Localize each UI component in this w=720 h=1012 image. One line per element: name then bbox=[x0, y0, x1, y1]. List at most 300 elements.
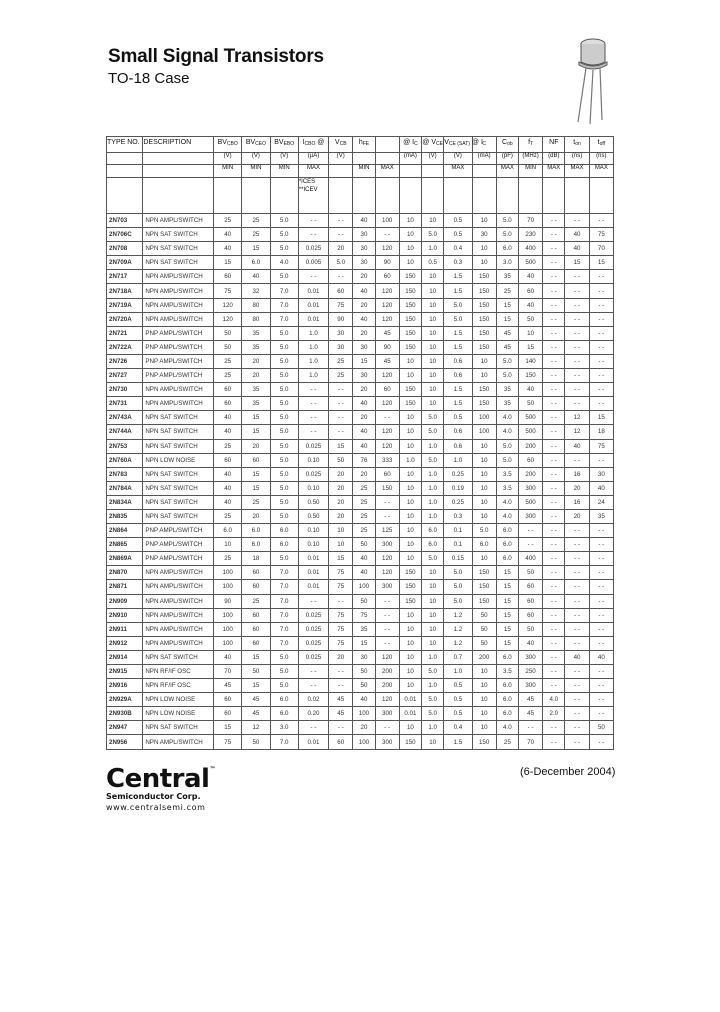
value-cell: - - bbox=[329, 679, 353, 693]
value-cell: - - bbox=[565, 298, 589, 312]
value-cell: 45 bbox=[496, 326, 518, 340]
value-cell: - - bbox=[589, 397, 613, 411]
value-cell: 5.0 bbox=[496, 354, 518, 368]
value-cell: 6.0 bbox=[422, 538, 444, 552]
value-cell: 0.10 bbox=[298, 453, 328, 467]
value-cell: 300 bbox=[375, 707, 399, 721]
value-cell: 120 bbox=[375, 242, 399, 256]
value-cell: 40 bbox=[214, 481, 242, 495]
value-cell: 75 bbox=[214, 735, 242, 749]
value-cell: 5.0 bbox=[444, 580, 472, 594]
type-number-cell: 2N929A bbox=[107, 693, 143, 707]
value-cell: 150 bbox=[399, 580, 421, 594]
value-cell: 35 bbox=[242, 340, 270, 354]
type-number-cell: 2N871 bbox=[107, 580, 143, 594]
value-cell: 1.0 bbox=[298, 340, 328, 354]
table-row bbox=[107, 439, 614, 453]
limit-cell: MIN bbox=[242, 165, 270, 178]
value-cell: - - bbox=[565, 552, 589, 566]
value-cell: 10 bbox=[399, 622, 421, 636]
value-cell: 60 bbox=[242, 566, 270, 580]
value-cell: 15 bbox=[242, 425, 270, 439]
value-cell: 20 bbox=[353, 270, 375, 284]
value-cell: 40 bbox=[214, 411, 242, 425]
value-cell: 20 bbox=[329, 650, 353, 664]
type-number-cell: 2N783 bbox=[107, 467, 143, 481]
value-cell: 30 bbox=[329, 326, 353, 340]
column-header: $I_{CBO}$ @ bbox=[298, 137, 328, 153]
value-cell: - - bbox=[329, 397, 353, 411]
value-cell: 25 bbox=[214, 552, 242, 566]
value-cell: 15 bbox=[242, 481, 270, 495]
value-cell: 60 bbox=[214, 270, 242, 284]
value-cell: 1.0 bbox=[444, 665, 472, 679]
unit-cell: (ns) bbox=[565, 153, 589, 165]
description-cell: NPN AMPL/SWITCH bbox=[143, 566, 214, 580]
value-cell: 150 bbox=[399, 298, 421, 312]
note-cell bbox=[565, 178, 589, 214]
value-cell: 300 bbox=[518, 650, 542, 664]
value-cell: 10 bbox=[399, 425, 421, 439]
value-cell: 150 bbox=[375, 481, 399, 495]
value-cell: 40 bbox=[518, 383, 542, 397]
value-cell: 25 bbox=[496, 284, 518, 298]
value-cell: 10 bbox=[399, 214, 421, 228]
value-cell: - - bbox=[589, 679, 613, 693]
value-cell: 120 bbox=[375, 397, 399, 411]
table-row bbox=[107, 594, 614, 608]
value-cell: 10 bbox=[422, 298, 444, 312]
to18-transistor-icon bbox=[568, 36, 618, 126]
value-cell: 5.0 bbox=[422, 707, 444, 721]
type-number-cell: 2N869A bbox=[107, 552, 143, 566]
value-cell: 50 bbox=[353, 538, 375, 552]
value-cell: - - bbox=[375, 608, 399, 622]
central-logo bbox=[106, 757, 215, 814]
value-cell: 75 bbox=[329, 580, 353, 594]
value-cell: 500 bbox=[518, 411, 542, 425]
page-subtitle: TO-18 Case bbox=[108, 70, 190, 87]
value-cell: 6.0 bbox=[242, 256, 270, 270]
column-header: @ $I_C$ bbox=[399, 137, 421, 153]
value-cell: - - bbox=[543, 411, 565, 425]
value-cell: 100 bbox=[214, 608, 242, 622]
unit-cell: (mA) bbox=[472, 153, 496, 165]
value-cell: - - bbox=[543, 594, 565, 608]
value-cell: - - bbox=[329, 721, 353, 735]
value-cell: 300 bbox=[518, 509, 542, 523]
value-cell: 10 bbox=[422, 354, 444, 368]
value-cell: 12 bbox=[242, 721, 270, 735]
value-cell: 15 bbox=[329, 439, 353, 453]
value-cell: 7.0 bbox=[270, 622, 298, 636]
value-cell: 1.0 bbox=[422, 439, 444, 453]
value-cell: 40 bbox=[214, 650, 242, 664]
value-cell: 150 bbox=[399, 735, 421, 749]
value-cell: 10 bbox=[472, 453, 496, 467]
value-cell: - - bbox=[565, 524, 589, 538]
value-cell: 5.0 bbox=[270, 665, 298, 679]
column-header: $V_{CE (SAT)}$ @ I bbox=[444, 137, 472, 153]
table-row bbox=[107, 214, 614, 228]
value-cell: 4.0 bbox=[496, 495, 518, 509]
value-cell: 60 bbox=[518, 580, 542, 594]
type-number-cell: 2N914 bbox=[107, 650, 143, 664]
value-cell: 150 bbox=[518, 369, 542, 383]
value-cell: 10 bbox=[422, 608, 444, 622]
value-cell: - - bbox=[565, 580, 589, 594]
value-cell: 150 bbox=[472, 580, 496, 594]
value-cell: 1.0 bbox=[422, 650, 444, 664]
value-cell: 200 bbox=[518, 467, 542, 481]
value-cell: - - bbox=[543, 495, 565, 509]
type-number-cell: 2N947 bbox=[107, 721, 143, 735]
value-cell: 50 bbox=[242, 665, 270, 679]
value-cell: 35 bbox=[353, 622, 375, 636]
value-cell: 10 bbox=[472, 354, 496, 368]
value-cell: 25 bbox=[214, 509, 242, 523]
value-cell: - - bbox=[375, 594, 399, 608]
value-cell: - - bbox=[298, 665, 328, 679]
value-cell: - - bbox=[565, 608, 589, 622]
value-cell: 1.2 bbox=[444, 636, 472, 650]
value-cell: 25 bbox=[214, 214, 242, 228]
value-cell: - - bbox=[298, 425, 328, 439]
value-cell: 0.6 bbox=[444, 425, 472, 439]
value-cell: 0.025 bbox=[298, 622, 328, 636]
table-row bbox=[107, 650, 614, 664]
value-cell: 30 bbox=[589, 467, 613, 481]
value-cell: 12 bbox=[565, 411, 589, 425]
value-cell: 40 bbox=[214, 495, 242, 509]
value-cell: 150 bbox=[472, 270, 496, 284]
value-cell: 150 bbox=[399, 594, 421, 608]
value-cell: 50 bbox=[214, 326, 242, 340]
table-row bbox=[107, 679, 614, 693]
value-cell: - - bbox=[518, 721, 542, 735]
value-cell: 20 bbox=[242, 509, 270, 523]
value-cell: 15 bbox=[496, 594, 518, 608]
column-header: C bbox=[472, 137, 496, 153]
value-cell: - - bbox=[589, 538, 613, 552]
value-cell: 15 bbox=[242, 411, 270, 425]
unit-cell bbox=[107, 153, 143, 165]
value-cell: 10 bbox=[399, 524, 421, 538]
limit-cell: MAX bbox=[543, 165, 565, 178]
description-cell: NPN LOW NOISE bbox=[143, 453, 214, 467]
value-cell: 5.0 bbox=[444, 298, 472, 312]
value-cell: 40 bbox=[589, 481, 613, 495]
value-cell: 10 bbox=[472, 707, 496, 721]
value-cell: 120 bbox=[375, 650, 399, 664]
value-cell: 5.0 bbox=[270, 425, 298, 439]
value-cell: - - bbox=[589, 707, 613, 721]
table-row bbox=[107, 383, 614, 397]
value-cell: 5.0 bbox=[270, 326, 298, 340]
table-row bbox=[107, 481, 614, 495]
value-cell: - - bbox=[565, 383, 589, 397]
value-cell: 400 bbox=[518, 242, 542, 256]
value-cell: 0.4 bbox=[444, 721, 472, 735]
note-cell bbox=[422, 178, 444, 214]
value-cell: 5.0 bbox=[270, 354, 298, 368]
value-cell: 6.0 bbox=[422, 524, 444, 538]
value-cell: 120 bbox=[375, 552, 399, 566]
table-row bbox=[107, 509, 614, 523]
value-cell: 0.02 bbox=[298, 693, 328, 707]
value-cell: - - bbox=[565, 397, 589, 411]
value-cell: - - bbox=[329, 228, 353, 242]
value-cell: 16 bbox=[565, 467, 589, 481]
value-cell: 6.0 bbox=[270, 524, 298, 538]
type-number-cell: 2N706C bbox=[107, 228, 143, 242]
value-cell: 40 bbox=[214, 228, 242, 242]
value-cell: 20 bbox=[329, 242, 353, 256]
value-cell: - - bbox=[543, 298, 565, 312]
type-number-cell: 2N708 bbox=[107, 242, 143, 256]
value-cell: 30 bbox=[353, 650, 375, 664]
description-cell: NPN SAT SWITCH bbox=[143, 495, 214, 509]
value-cell: - - bbox=[298, 721, 328, 735]
value-cell: 75 bbox=[329, 298, 353, 312]
value-cell: 25 bbox=[496, 735, 518, 749]
value-cell: 40 bbox=[214, 242, 242, 256]
type-number-cell: 2N760A bbox=[107, 453, 143, 467]
value-cell: 50 bbox=[518, 397, 542, 411]
value-cell: - - bbox=[543, 270, 565, 284]
value-cell: - - bbox=[543, 312, 565, 326]
value-cell: 40 bbox=[353, 284, 375, 298]
value-cell: 75 bbox=[329, 622, 353, 636]
value-cell: 35 bbox=[242, 383, 270, 397]
value-cell: 100 bbox=[353, 735, 375, 749]
value-cell: 10 bbox=[422, 383, 444, 397]
value-cell: 10 bbox=[472, 481, 496, 495]
value-cell: 20 bbox=[329, 481, 353, 495]
value-cell: 40 bbox=[214, 467, 242, 481]
value-cell: 50 bbox=[518, 622, 542, 636]
limit-cell bbox=[422, 165, 444, 178]
value-cell: 120 bbox=[375, 369, 399, 383]
value-cell: - - bbox=[543, 721, 565, 735]
value-cell: 1.0 bbox=[422, 721, 444, 735]
value-cell: 10 bbox=[399, 481, 421, 495]
value-cell: 15 bbox=[496, 608, 518, 622]
value-cell: - - bbox=[543, 453, 565, 467]
description-cell: NPN AMPL/SWITCH bbox=[143, 622, 214, 636]
value-cell: - - bbox=[375, 721, 399, 735]
value-cell: 4.0 bbox=[496, 509, 518, 523]
value-cell: 150 bbox=[472, 340, 496, 354]
value-cell: 40 bbox=[353, 552, 375, 566]
limit-cell: MAX bbox=[565, 165, 589, 178]
value-cell: 60 bbox=[242, 608, 270, 622]
value-cell: 35 bbox=[589, 509, 613, 523]
value-cell: - - bbox=[589, 453, 613, 467]
value-cell: 30 bbox=[353, 369, 375, 383]
value-cell: 30 bbox=[353, 228, 375, 242]
value-cell: 5.0 bbox=[270, 509, 298, 523]
value-cell: 25 bbox=[353, 509, 375, 523]
value-cell: 10 bbox=[472, 665, 496, 679]
column-header: $BV_{EBO}$ bbox=[270, 137, 298, 153]
value-cell: - - bbox=[589, 566, 613, 580]
value-cell: 0.01 bbox=[298, 284, 328, 298]
value-cell: 60 bbox=[375, 383, 399, 397]
value-cell: - - bbox=[565, 453, 589, 467]
value-cell: 35 bbox=[242, 326, 270, 340]
value-cell: - - bbox=[543, 566, 565, 580]
note-cell bbox=[496, 178, 518, 214]
value-cell: 15 bbox=[565, 256, 589, 270]
type-number-cell: 2N726 bbox=[107, 354, 143, 368]
table-row bbox=[107, 256, 614, 270]
value-cell: 150 bbox=[472, 312, 496, 326]
value-cell: 10 bbox=[399, 242, 421, 256]
value-cell: 80 bbox=[242, 298, 270, 312]
type-number-cell: 2N930B bbox=[107, 707, 143, 721]
value-cell: 7.0 bbox=[270, 298, 298, 312]
column-header: $BV_{CBO}$ bbox=[214, 137, 242, 153]
value-cell: - - bbox=[589, 665, 613, 679]
table-row bbox=[107, 495, 614, 509]
type-number-cell: 2N744A bbox=[107, 425, 143, 439]
value-cell: 10 bbox=[399, 665, 421, 679]
value-cell: 60 bbox=[518, 608, 542, 622]
value-cell: 5.0 bbox=[496, 453, 518, 467]
value-cell: 25 bbox=[242, 214, 270, 228]
value-cell: 150 bbox=[399, 312, 421, 326]
value-cell: - - bbox=[298, 679, 328, 693]
value-cell: 1.5 bbox=[444, 383, 472, 397]
value-cell: 5.0 bbox=[329, 256, 353, 270]
value-cell: 40 bbox=[353, 397, 375, 411]
value-cell: 70 bbox=[518, 214, 542, 228]
value-cell: 25 bbox=[329, 369, 353, 383]
value-cell: 500 bbox=[518, 495, 542, 509]
value-cell: 10 bbox=[399, 509, 421, 523]
value-cell: 10 bbox=[422, 594, 444, 608]
value-cell: 35 bbox=[496, 270, 518, 284]
unit-cell: (mA) bbox=[399, 153, 421, 165]
transistor-spec-table bbox=[106, 136, 614, 750]
value-cell: 25 bbox=[353, 481, 375, 495]
limit-cell: MAX bbox=[496, 165, 518, 178]
value-cell: 20 bbox=[353, 383, 375, 397]
value-cell: - - bbox=[565, 354, 589, 368]
value-cell: 5.0 bbox=[270, 214, 298, 228]
notes-row bbox=[107, 178, 614, 214]
value-cell: 15 bbox=[242, 467, 270, 481]
value-cell: 150 bbox=[472, 284, 496, 298]
value-cell: 25 bbox=[242, 228, 270, 242]
value-cell: 150 bbox=[399, 326, 421, 340]
limit-cell bbox=[329, 165, 353, 178]
units-row bbox=[107, 153, 614, 165]
value-cell: 15 bbox=[329, 552, 353, 566]
value-cell: 5.0 bbox=[270, 383, 298, 397]
value-cell: - - bbox=[543, 650, 565, 664]
value-cell: - - bbox=[543, 256, 565, 270]
note-cell bbox=[472, 178, 496, 214]
value-cell: 40 bbox=[518, 636, 542, 650]
value-cell: - - bbox=[543, 369, 565, 383]
logo-url[interactable]: www.centralsemi.com bbox=[106, 803, 206, 812]
column-header: $V_{CB}$ bbox=[329, 137, 353, 153]
value-cell: - - bbox=[565, 665, 589, 679]
table-row bbox=[107, 369, 614, 383]
value-cell: 25 bbox=[353, 495, 375, 509]
value-cell: 10 bbox=[422, 622, 444, 636]
value-cell: 10 bbox=[399, 228, 421, 242]
value-cell: 90 bbox=[375, 340, 399, 354]
value-cell: 4.0 bbox=[496, 425, 518, 439]
value-cell: 1.2 bbox=[444, 608, 472, 622]
value-cell: 40 bbox=[518, 298, 542, 312]
value-cell: 30 bbox=[353, 256, 375, 270]
value-cell: 6.0 bbox=[270, 538, 298, 552]
value-cell: 4.0 bbox=[496, 721, 518, 735]
value-cell: - - bbox=[298, 214, 328, 228]
logo-name: Central™ bbox=[106, 764, 215, 794]
value-cell: 75 bbox=[329, 636, 353, 650]
table-row bbox=[107, 707, 614, 721]
value-cell: - - bbox=[375, 495, 399, 509]
description-cell: NPN SAT SWITCH bbox=[143, 425, 214, 439]
value-cell: 5.0 bbox=[270, 679, 298, 693]
limit-cell bbox=[399, 165, 421, 178]
column-header: $t_{off}$ bbox=[589, 137, 613, 153]
value-cell: 10 bbox=[399, 721, 421, 735]
value-cell: - - bbox=[543, 326, 565, 340]
type-number-cell: 2N865 bbox=[107, 538, 143, 552]
type-number-cell: 2N956 bbox=[107, 735, 143, 749]
value-cell: 60 bbox=[518, 594, 542, 608]
value-cell: - - bbox=[298, 397, 328, 411]
value-cell: - - bbox=[565, 369, 589, 383]
value-cell: - - bbox=[543, 439, 565, 453]
value-cell: - - bbox=[543, 383, 565, 397]
value-cell: 120 bbox=[375, 425, 399, 439]
value-cell: 50 bbox=[329, 453, 353, 467]
value-cell: - - bbox=[589, 580, 613, 594]
value-cell: - - bbox=[543, 665, 565, 679]
value-cell: 40 bbox=[353, 425, 375, 439]
value-cell: - - bbox=[589, 312, 613, 326]
value-cell: 10 bbox=[472, 369, 496, 383]
value-cell: 10 bbox=[472, 242, 496, 256]
value-cell: - - bbox=[589, 552, 613, 566]
value-cell: 20 bbox=[353, 721, 375, 735]
value-cell: 30 bbox=[353, 242, 375, 256]
limit-cell: MAX bbox=[589, 165, 613, 178]
value-cell: 20 bbox=[242, 354, 270, 368]
value-cell: - - bbox=[298, 270, 328, 284]
value-cell: 100 bbox=[472, 425, 496, 439]
value-cell: 0.5 bbox=[422, 256, 444, 270]
value-cell: 120 bbox=[375, 298, 399, 312]
type-number-cell: 2N870 bbox=[107, 566, 143, 580]
limit-cell bbox=[107, 165, 143, 178]
table-row bbox=[107, 326, 614, 340]
value-cell: 10 bbox=[472, 552, 496, 566]
value-cell: 10 bbox=[422, 214, 444, 228]
value-cell: 0.20 bbox=[298, 707, 328, 721]
value-cell: 0.025 bbox=[298, 608, 328, 622]
value-cell: 10 bbox=[422, 566, 444, 580]
value-cell: 10 bbox=[399, 495, 421, 509]
value-cell: 10 bbox=[472, 214, 496, 228]
